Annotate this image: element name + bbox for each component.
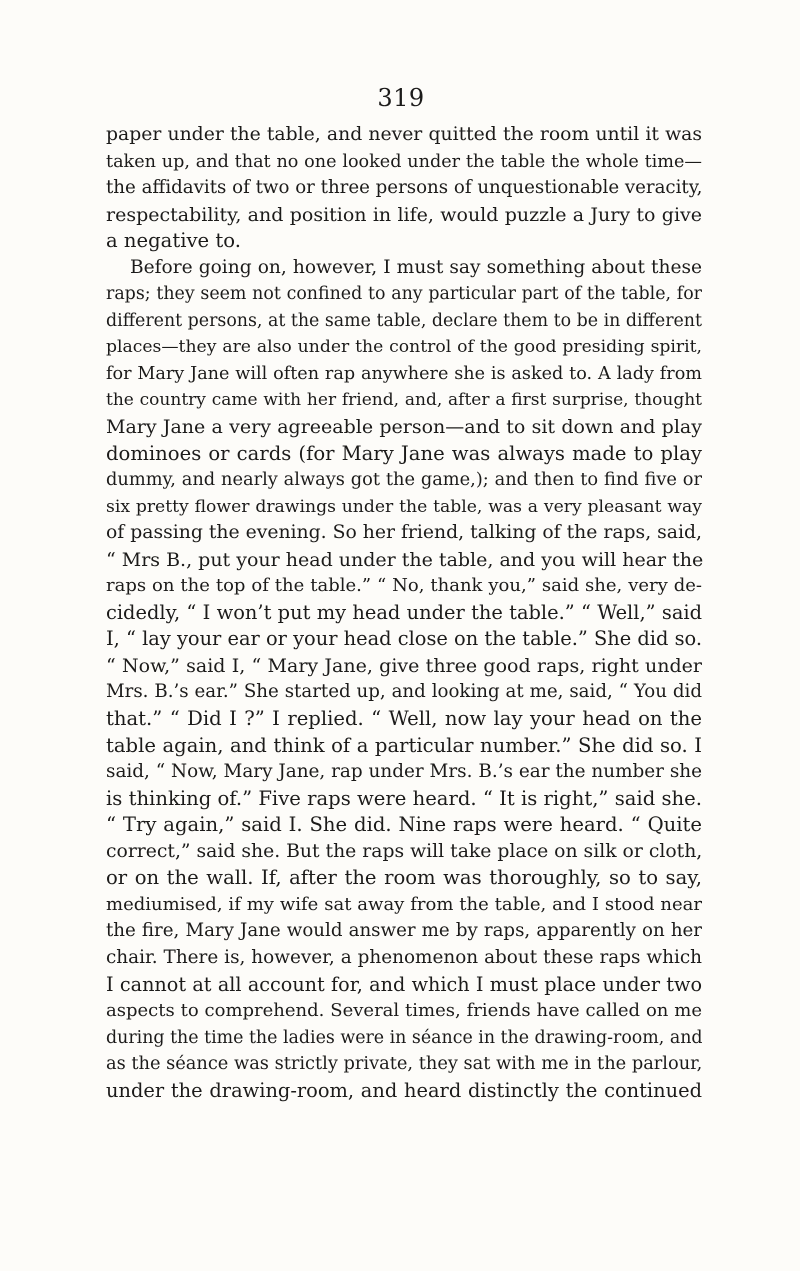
page-number: 319 (377, 84, 425, 112)
text-line: Mrs. B.’s ear.” She started up, and looking at me, said, “ You did (106, 681, 702, 703)
text-line: of passing the evening. So her friend, talking of the raps, said, (106, 522, 702, 544)
text-line: “ Try again,” said I. She did. Nine raps were heard. “ Quite (106, 813, 702, 837)
text-line: said, “ Now, Mary Jane, rap under Mrs. B.’s ear the number she (106, 761, 702, 783)
text-line: that.” “ Did I ?” I replied. “ Well, now lay your head on the (106, 707, 702, 731)
text-line: dominoes or cards (for Mary Jane was always made to play (106, 441, 702, 465)
text-line: mediumised, if my wife sat away from the table, and I stood near (106, 893, 702, 915)
text-line: raps on the top of the table.” “ No, thank you,” said she, very de- (106, 575, 702, 597)
text-line: table again, and think of a particular number.” She did so. I (106, 733, 702, 757)
text-line: the fire, Mary Jane would answer me by raps, apparently on her (106, 920, 702, 942)
text-line: the country came with her friend, and, after a first surprise, thought (106, 390, 702, 411)
text-line: “ Now,” said I, “ Mary Jane, give three good raps, right under (106, 654, 702, 677)
text-line: cidedly, “ I won’t put my head under the table.” “ Well,” said (106, 600, 702, 624)
text-line: raps; they seem not confined to any particular part of the table, for (106, 284, 702, 305)
text-line: I cannot at all account for, and which I must place under two (106, 972, 702, 996)
text-line: I, “ lay your ear or your head close on the table.” She did so. (106, 627, 703, 651)
text-line: respectability, and position in life, would puzzle a Jury to give (106, 203, 702, 226)
text-line: as the séance was strictly private, they sat with me in the parlour, (106, 1053, 703, 1075)
text-line: dummy, and nearly always got the game,); and then to find five or (106, 469, 702, 491)
text-line: chair. There is, however, a phenomenon about these raps which (106, 946, 702, 968)
text-line: aspects to comprehend. Several times, friends have called on me (106, 1000, 702, 1022)
text-line: is thinking of.” Five raps were heard. “ It is right,” said she. (106, 786, 702, 810)
text-line: different persons, at the same table, declare them to be in different (106, 310, 702, 331)
text-line: Mary Jane a very agreeable person—and to sit down and play (106, 416, 702, 439)
text-line: taken up, and that no one looked under the table the whole time— (106, 151, 702, 172)
text-line: “ Mrs B., put your head under the table, and you will hear the (106, 548, 704, 571)
text-line: under the drawing-room, and heard distinctly the continued (106, 1078, 702, 1102)
text-line: during the time the ladies were in séance in the drawing-room, and (106, 1027, 703, 1048)
text-line: Before going on, however, I must say something about these (130, 256, 702, 278)
text-line: a negative to. (106, 229, 241, 253)
body-text (106, 122, 702, 1104)
text-line: six pretty flower drawings under the table, was a very pleasant way (106, 496, 702, 517)
text-line: places—they are also under the control of the good presiding spirit, (106, 337, 702, 358)
text-line: correct,” said she. But the raps will take place on silk or cloth, (106, 840, 703, 862)
text-line: or on the wall. If, after the room was thoroughly, so to say, (106, 866, 702, 890)
text-line: paper under the table, and never quitted the room until it was (106, 124, 702, 145)
text-line: the affidavits of two or three persons of unquestionable veracity, (106, 177, 703, 199)
text-line: for Mary Jane will often rap anywhere she is asked to. A lady from (106, 363, 702, 384)
